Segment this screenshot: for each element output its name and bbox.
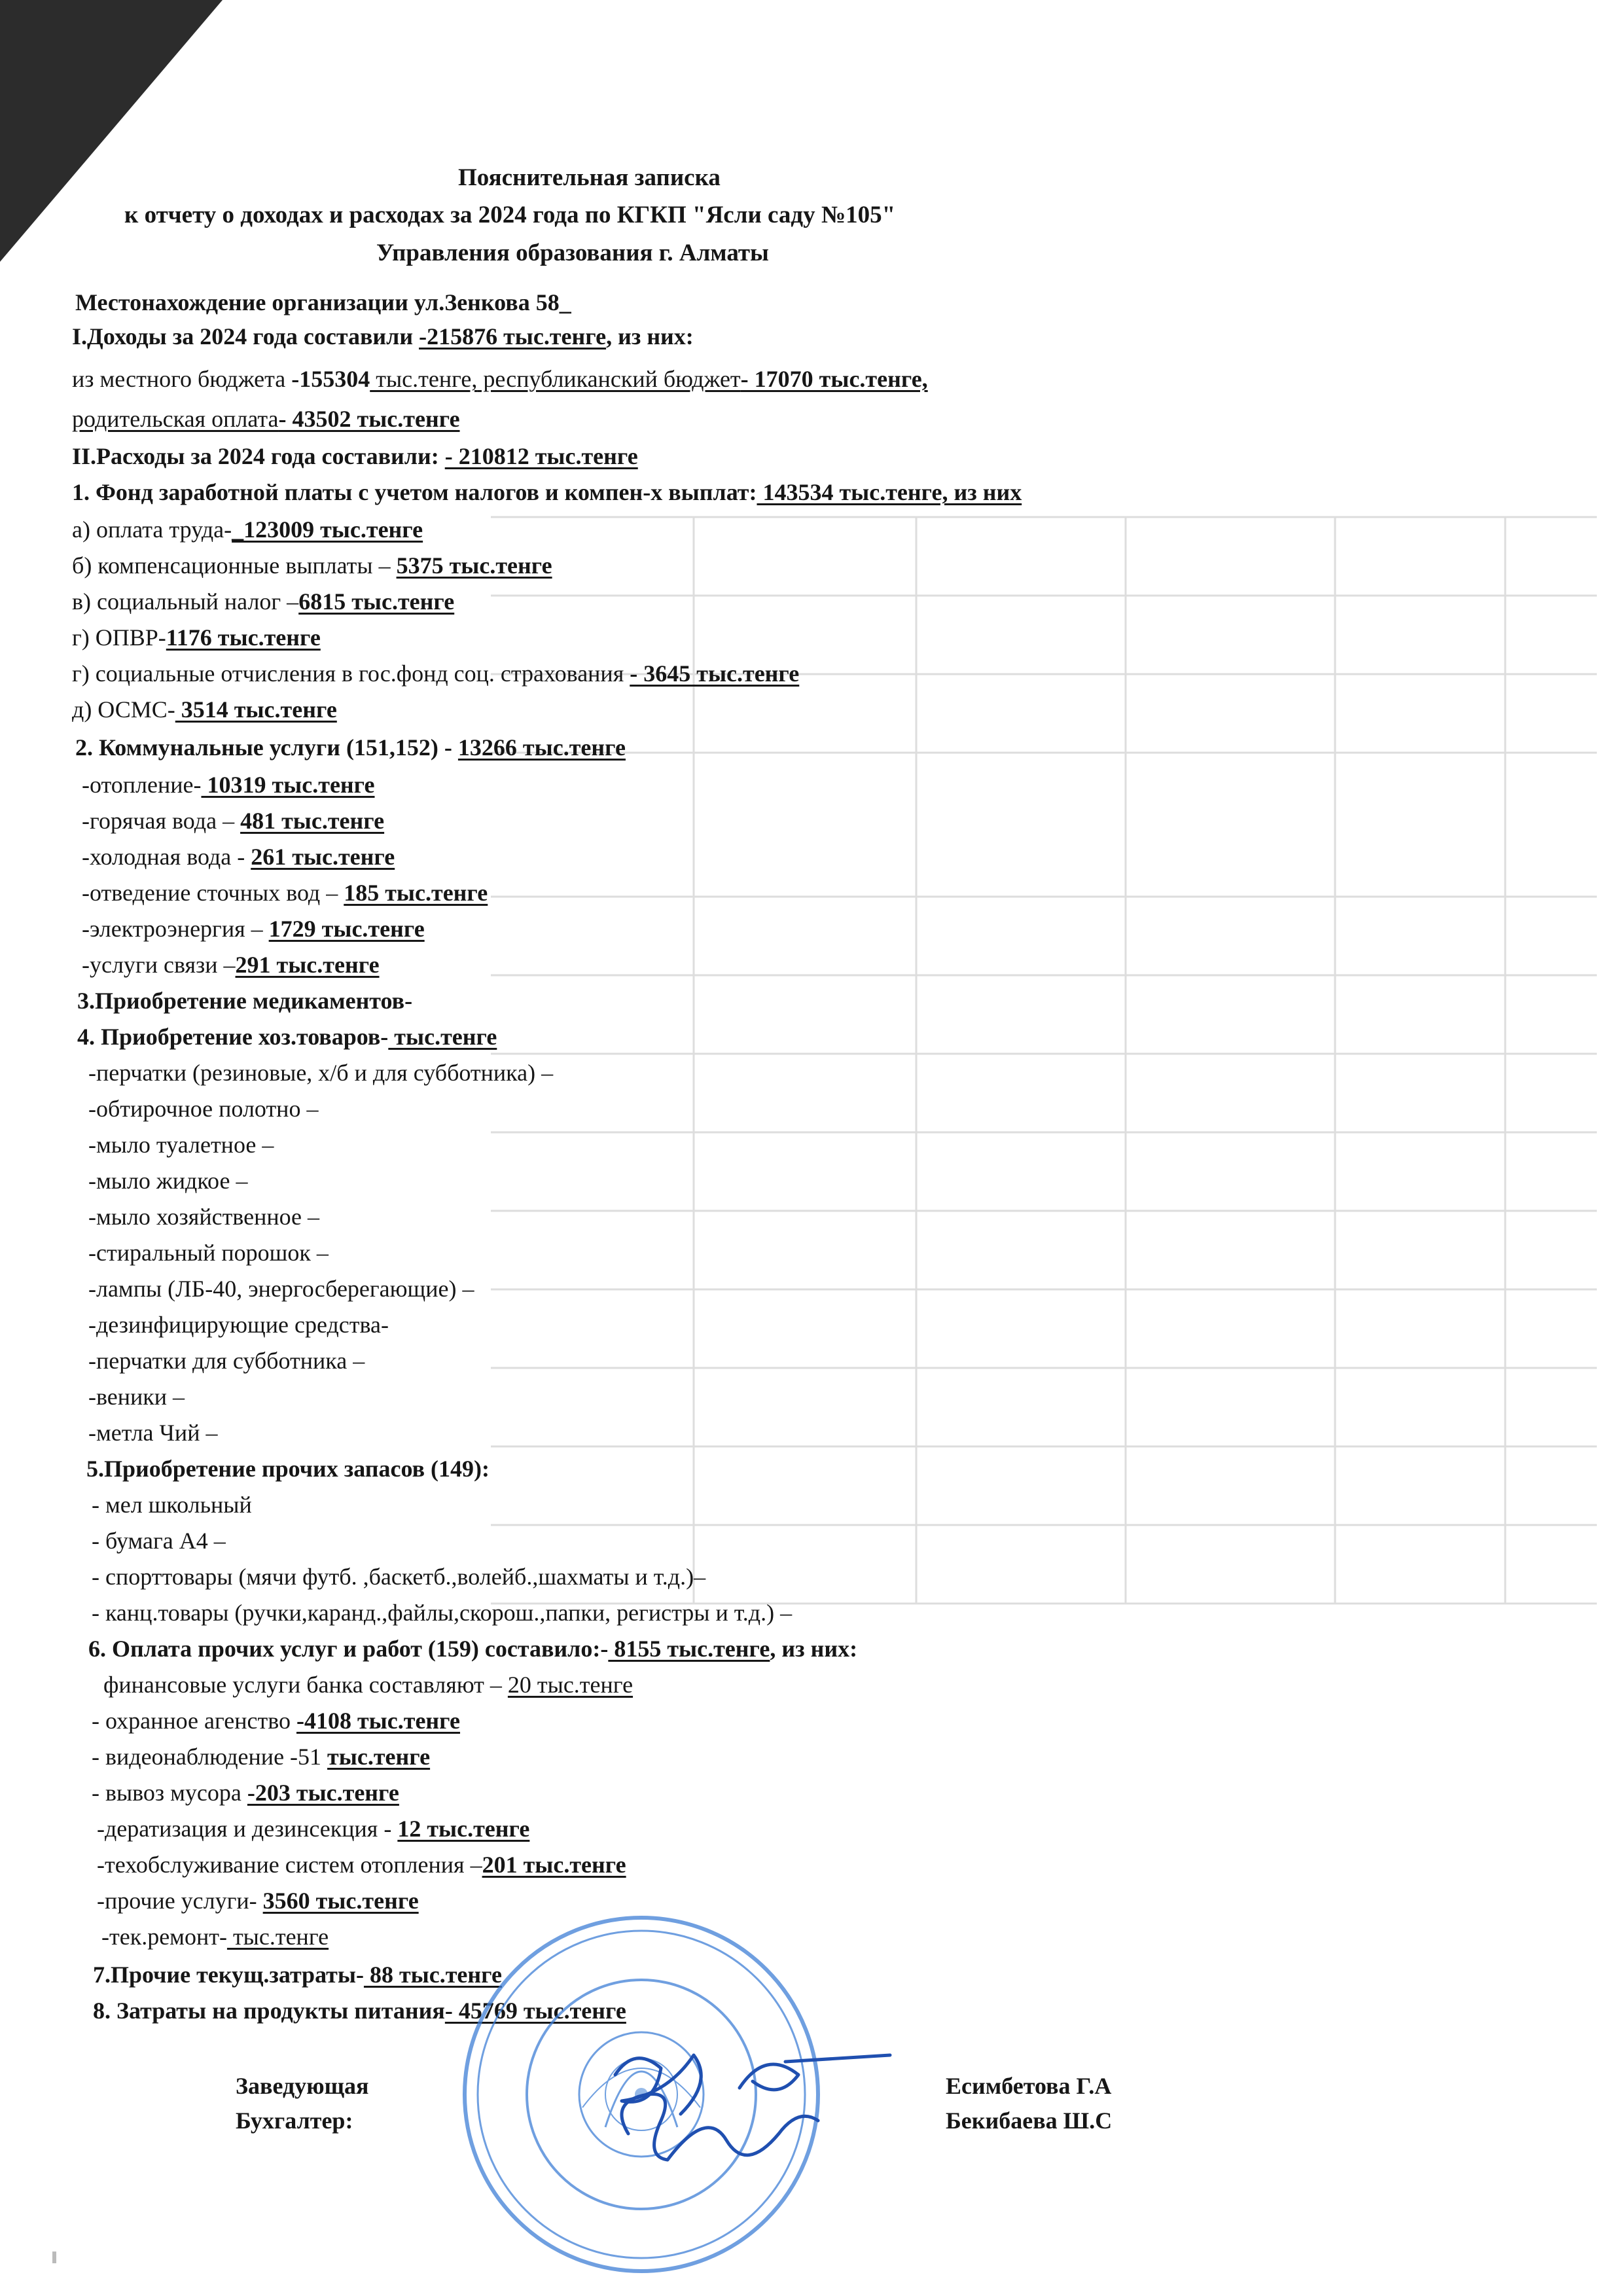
service-item-value: 20 тыс.тенге [507,1672,633,1698]
payroll-item-label: д) ОСМС- [72,696,175,723]
payroll-item-label: а) оплата труда- [72,516,232,543]
payroll-item-value: - 3645 тыс.тенге [630,660,800,687]
household-item: -веники – [88,1384,185,1410]
local-budget-amount: -155304 [291,366,370,392]
document-subtitle: к отчету о доходах и расходах за 2024 года по КГКП "Ясли саду №105" [124,202,896,228]
service-item-label: - вывоз мусора [92,1780,247,1806]
service-item-value: 3560 тыс.тенге [262,1888,419,1914]
utilities-heading-label: 2. Коммунальные услуги (151,152) - [75,734,458,761]
payroll-item [72,623,321,652]
document-title: Пояснительная записка [458,164,721,191]
payroll-item [72,587,454,616]
accountant-role: Бухгалтер: [236,2108,353,2134]
payroll-item [72,695,337,724]
service-item-value: -4108 тыс.тенге [296,1708,461,1734]
other-stock-item: - канц.товары (ручки,каранд.,файлы,скорош.,папки, регистры и т.д.) – [92,1600,793,1626]
household-item: -метла Чий – [88,1420,218,1446]
utility-item-value: 291 тыс.тенге [235,952,380,978]
service-item [92,1742,430,1771]
expenses-total: - 210812 тыс.тенге [444,443,638,469]
service-item-value: 12 тыс.тенге [397,1816,530,1842]
income-total: -215876 тыс.тенге [419,323,607,350]
expenses-heading-label: II.Расходы за 2024 года составили: [72,443,445,469]
services-heading-suffix: , из них: [770,1636,858,1662]
payroll-item [72,551,552,580]
income-heading [72,322,694,351]
republic-budget-amount: - 17070 тыс.тенге, [740,366,928,392]
current-costs-amount: 88 тыс.тенге [363,1962,502,1988]
utilities-total: 13266 тыс.тенге [457,734,626,761]
services-heading-label: 6. Оплата прочих услуг и работ (159) составило:- [88,1636,609,1662]
payroll-item [72,515,423,544]
household-item: -стиральный порошок – [88,1240,329,1266]
payroll-item-value: 3514 тыс.тенге [175,696,337,723]
payroll-heading [72,478,1022,507]
head-role: Заведующая [236,2073,369,2099]
utility-item-value: 261 тыс.тенге [251,844,395,870]
utility-item [82,770,375,799]
republic-budget-label: республиканский бюджет [477,366,741,392]
service-item [92,1778,399,1807]
utility-item-value: 481 тыс.тенге [240,808,385,834]
services-total: 8155 тыс.тенге [608,1636,770,1662]
service-item-value: тыс.тенге [226,1924,329,1950]
parent-payment-label: родительская оплата [72,406,279,432]
household-heading [77,1022,497,1051]
service-item [97,1886,419,1915]
other-stock-item: - мел школьный [92,1492,252,1518]
payroll-item-value: 6815 тыс.тенге [298,588,455,615]
payroll-item-value: _123009 тыс.тенге [232,516,423,543]
income-sources-line [72,365,928,393]
payroll-total: 143534 тыс.тенге, из них [757,479,1022,505]
other-stock-heading: 5.Приобретение прочих запасов (149): [86,1456,490,1482]
household-item: -перчатки (резиновые, х/б и для субботника) – [88,1060,554,1086]
head-name: Есимбетова Г.А [946,2073,1112,2099]
utility-item-label: -отопление- [82,772,202,798]
payroll-item-label: г) социальные отчисления в гос.фонд соц. страхования [72,660,630,687]
medicine-heading: 3.Приобретение медикаментов- [77,988,413,1014]
current-costs-label: 7.Прочие текущ.затраты- [93,1962,364,1988]
department-name: Управления образования г. Алматы [376,240,769,266]
food-costs-label: 8. Затраты на продукты питания [93,1998,445,2024]
payroll-item-label: в) социальный налог – [72,588,299,615]
household-item: -мыло жидкое – [88,1168,248,1194]
service-item [103,1670,633,1699]
household-item: -обтирочное полотно – [88,1096,319,1122]
service-item-value: -203 тыс.тенге [247,1780,399,1806]
service-item-label: -прочие услуги- [97,1888,263,1914]
utility-item [82,878,488,907]
utility-item-label: -электроэнергия – [82,916,269,942]
service-item [92,1706,460,1735]
utility-item-value: 185 тыс.тенге [344,880,488,906]
household-item: -мыло хозяйственное – [88,1204,320,1230]
services-heading [88,1634,857,1663]
service-item-value: 201 тыс.тенге [482,1852,626,1878]
service-item-label: -техобслуживание систем отопления – [97,1852,482,1878]
signature-mark [589,2036,903,2179]
service-item [97,1850,626,1879]
organization-location: Местонахождение организации ул.Зенкова 58_ [75,289,571,315]
utility-item-label: -отведение сточных вод – [82,880,344,906]
other-stock-item: - спорттовары (мячи футб. ,баскетб.,волейб.,шахматы и т.д.)– [92,1564,706,1590]
other-stock-item: - бумага А4 – [92,1528,226,1554]
income-heading-label: I.Доходы за 2024 года составили [72,323,419,350]
utility-item-value: 10319 тыс.тенге [201,772,375,798]
service-item-label: -дератизация и дезинсекция - [97,1816,398,1842]
local-budget-unit: тыс.тенге, [370,366,478,392]
current-costs-line [93,1960,502,1989]
expenses-heading [72,442,638,471]
utility-item-label: -холодная вода - [82,844,251,870]
payroll-item-value: 5375 тыс.тенге [396,552,552,579]
accountant-name: Бекибаева Ш.С [946,2108,1113,2134]
service-item-label: финансовые услуги банка составляют – [103,1672,508,1698]
service-item-label: - охранное агенство [92,1708,296,1734]
service-item-value: тыс.тенге [327,1744,431,1770]
payroll-item [72,659,799,688]
payroll-heading-label: 1. Фонд заработной платы с учетом налогов и компен-х выплат: [72,479,757,505]
food-costs-amount: - 45769 тыс.тенге [444,1998,626,2024]
service-item-label: -тек.ремонт- [101,1924,227,1950]
household-heading-label: 4. Приобретение хоз.товаров- [77,1024,389,1050]
service-item [97,1814,529,1843]
income-heading-suffix: , из них: [606,323,694,350]
utility-item-label: -горячая вода – [82,808,241,834]
scan-artifact [52,2251,56,2263]
household-item: -лампы (ЛБ-40, энергосберегающие) – [88,1276,474,1302]
utility-item-label: -услуги связи – [82,952,236,978]
parent-payment-amount: - 43502 тыс.тенге [278,406,460,432]
local-budget-label: из местного бюджета [72,366,292,392]
household-item: -мыло туалетное – [88,1132,274,1158]
payroll-item-value: 1176 тыс.тенге [166,624,321,651]
household-item: -перчатки для субботника – [88,1348,365,1374]
utility-item-value: 1729 тыс.тенге [268,916,425,942]
utility-item [82,806,384,835]
utility-item [82,842,395,871]
parent-payment-line [72,404,460,433]
utility-item [82,914,425,943]
service-item [101,1922,329,1951]
household-item: -дезинфицирующие средства- [88,1312,389,1338]
payroll-item-label: г) ОПВР- [72,624,166,651]
utility-item [82,950,380,979]
utilities-heading [75,733,626,762]
household-amount: тыс.тенге [388,1024,497,1050]
service-item-label: - видеонаблюдение -51 [92,1744,328,1770]
payroll-item-label: б) компенсационные выплаты – [72,552,397,579]
